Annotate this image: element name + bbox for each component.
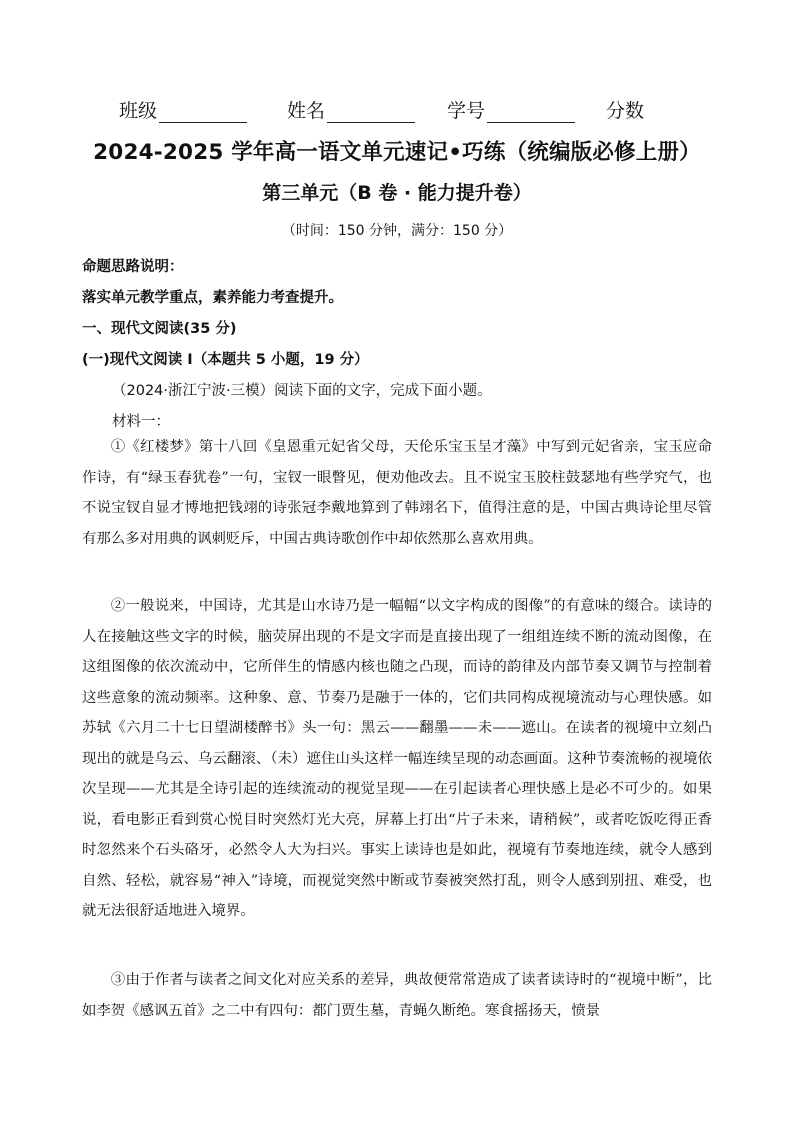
class-field[interactable] [119, 96, 247, 123]
main-title: 2024-2025 学年高一语文单元速记•巧练（统编版必修上册） [93, 140, 701, 165]
design-text: 落实单元教学重点，素养能力考查提升。 [82, 290, 343, 306]
section-heading: 一、现代文阅读(35 分) [82, 321, 237, 337]
paragraph-1: ①《红楼梦》第十八回《皇恩重元妃省父母，天伦乐宝玉呈才藻》中写到元妃省亲，宝玉应命作诗，有“绿玉春犹卷”一句，宝钗一眼瞥见，便劝他改去。且不说宝玉胶柱鼓瑟地有些学究气，也不说宝钗自显才博地把钱翊的诗张冠李戴地算到了韩翊名下，值得注意的是，中国古典诗论里尽管有那么多对用典的讽刺贬斥，中国古典诗歌创作中却依然那么喜欢用典。 [82, 439, 712, 547]
id-blank[interactable] [487, 102, 575, 123]
design-heading: 命题思路说明： [82, 259, 184, 275]
subsection-heading: (一)现代文阅读 I（本题共 5 小题，19 分） [82, 352, 369, 368]
id-label: 学号 [447, 100, 486, 122]
name-label: 姓名 [287, 100, 326, 122]
class-label: 班级 [119, 100, 158, 122]
name-blank[interactable] [327, 102, 415, 123]
score-label: 分数 [606, 100, 645, 122]
paragraph-3: ③由于作者与读者之间文化对应关系的差异，典故便常常造成了读者读诗时的“视境中断”，比如李贺《感讽五首》之二中有四句：都门贾生墓，青蝇久断绝。寒食摇扬天，愤景 [82, 972, 712, 1019]
paragraph-2: ②一般说来，中国诗，尤其是山水诗乃是一幅幅“以文字构成的图像”的有意味的缀合。读诗的人在接触这些文字的时候，脑荧屏出现的不是文字而是直接出现了一组组连续不断的流动图像，在这组图像的依次流动中，它所伴生的情感内核也随之凸现，而诗的韵律及内部节奏又调节与控制着这些意象的流动频率。这种象、意、节奏乃是融于一体的，它们共同构成视境流动与心理快感。如苏轼《六月二十七日望湖楼醉书》头一句：黑云——翻墨——未——遮山。在读者的视境中立刻凸现出的就是乌云、乌云翻滚、（未）遮住山头这样一幅连续呈现的动态画面。这种节奏流畅的视境依次呈现——尤其是全诗引起的连续流动的视觉呈现——在引起读者心理快感上是必不可少的。如果说，看电影正看到赏心悦目时突然灯光大亮，屏幕上打出“片子未来，请稍候”，或者吃饭吃得正香时忽然来个石头硌牙，必然令人大为扫兴。事实上读诗也是如此，视境有节奏地连续，就令人感到自然、轻松，就容易“神入”诗境，而视觉突然中断或节奏被突然打乱，则令人感到别扭、难受，也就无法很舒适地进入境界。 [82, 598, 712, 919]
sub-title: 第三单元（B 卷 · 能力提升卷） [262, 182, 532, 204]
material-label: 材料一： [112, 414, 170, 430]
id-field[interactable] [447, 96, 575, 123]
name-field[interactable] [287, 96, 415, 123]
score-field [606, 96, 644, 123]
class-blank[interactable] [159, 102, 247, 123]
time-info: （时间：150 分钟，满分：150 分） [281, 223, 513, 239]
source-line: （2024·浙江宁波·三模）阅读下面的文字，完成下面小题。 [112, 383, 492, 399]
